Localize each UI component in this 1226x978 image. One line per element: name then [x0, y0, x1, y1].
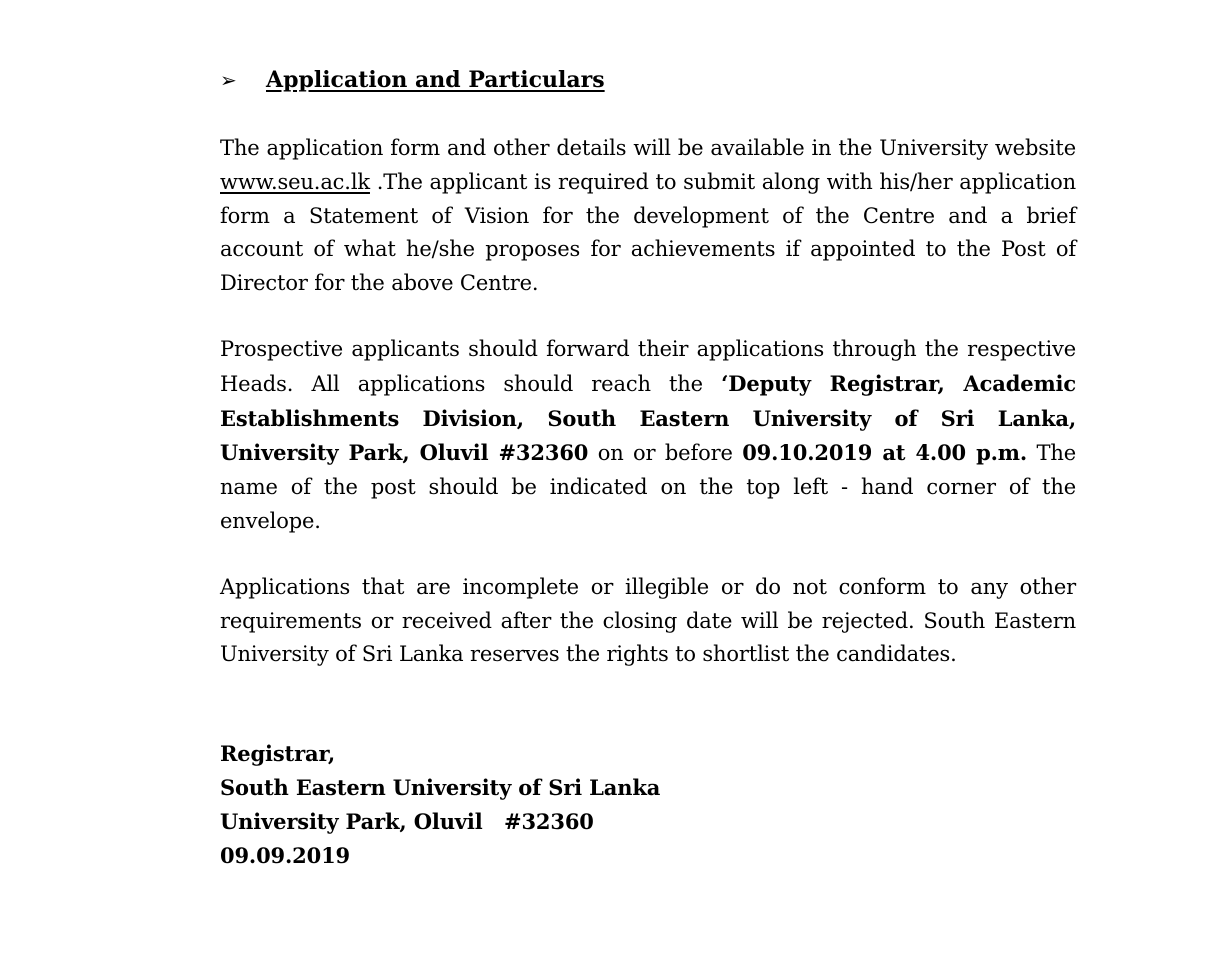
signature-block [220, 737, 660, 873]
paragraph2-text-end: The name of the post should be indicated on the top left - hand corner of the envelope. [220, 441, 1076, 533]
section-heading [220, 60, 1076, 100]
signature-address: University Park, Oluvil #32360 [220, 809, 594, 834]
signature-date: 09.09.2019 [220, 843, 351, 868]
paragraph2-text-start: Prospective applicants should forward their applications through the respective Heads. All applications should reach the [220, 336, 1076, 396]
document-page [220, 60, 1076, 672]
paragraph2-text-mid: on or before [588, 441, 743, 466]
section-heading-text: Application and Particulars [266, 67, 605, 93]
arrow-bullet-icon: ➢ [220, 68, 237, 92]
paragraph-submission-instructions [220, 333, 1076, 539]
paragraph1-text-start: The application form and other details will be available in the University website [220, 136, 1076, 160]
paragraph1-text-end: .The applicant is required to submit along with his/her application form a Statement of Vision for the development of the Centre and a brief account of what he/she proposes for achievements if appointed to the Post of Director for the above Centre. [220, 169, 1076, 296]
signature-title: Registrar, [220, 741, 336, 766]
submission-address: ‘Deputy Registrar, Academic Establishments Division, South Eastern University of Sri Lanka, University Park, Oluvil #32360 [220, 370, 1077, 466]
paragraph-application-details [220, 132, 1076, 301]
university-website-link[interactable]: www.seu.ac.lk [220, 169, 370, 194]
signature-institution: South Eastern University of Sri Lanka [220, 775, 661, 800]
paragraph-rejection-notice: Applications that are incomplete or illegible or do not conform to any other requirements or received after the closing date will be rejected. South Eastern University of Sri Lanka reserves the rights to shortlist the candidates. [220, 574, 1076, 667]
submission-deadline: 09.10.2019 at 4.00 p.m. [742, 440, 1028, 466]
